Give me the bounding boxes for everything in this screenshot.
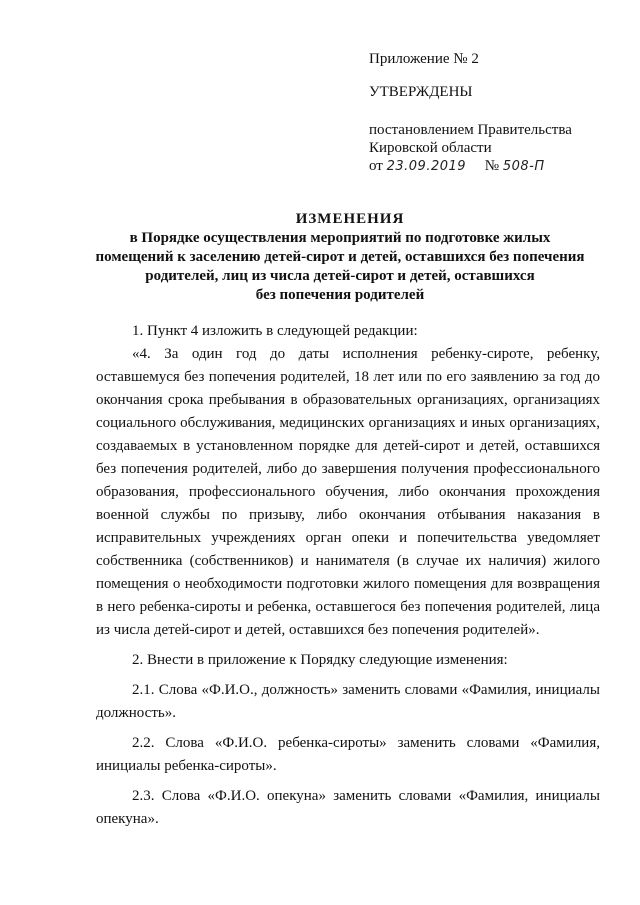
approved-label: УТВЕРЖДЕНЫ [369,84,473,100]
title-line-4: без попечения родителей [255,287,425,303]
title-line-2: помещений к заселению детей-сирот и детей, оставшихся без попечения [95,249,585,265]
paragraph-3: 2. Внести в приложение к Порядку следующие изменения: [132,652,508,668]
paragraph-6: 2.3. Слова «Ф.И.О. опекуна» заменить словами «Фамилия, инициалы опекуна». [96,788,600,827]
resolution-line-2: Кировской области [369,140,492,156]
paragraph-4: 2.1. Слова «Ф.И.О., должность» заменить словами «Фамилия, инициалы должность». [96,682,600,721]
appendix-label: Приложение № 2 [369,51,479,67]
resolution-line-1: постановлением Правительства [369,122,572,138]
document-body [96,320,600,838]
handwritten-date: 23.09.2019 [386,159,467,174]
paragraph-2: «4. За один год до даты исполнения ребенку-сироте, ребенку, оставшемуся без попечения родителей, 18 лет или по его заявлению за год до окончания срока пребывания в образовательных организациях, организациях социального обслуживания, медицинских организациях и иных организациях, создаваемых в установленном порядке для детей-сирот и детей, оставшихся без попечения родителей, либо до завершения получения профессионального образования, профессионального обучения, либо окончания прохождения военной службы по призыву, либо окончания отбывания наказания в исправительных учреждениях орган опеки и попечительства уведомляет собственника (собственников) и нанимателя (в случае их наличия) жилого помещения о необходимости подготовки жилого помещения для возвращения в него ребенка-сироты и ребенка, оставшегося без попечения родителей, лица из числа детей-сирот и детей, оставшихся без попечения родителей». [96,346,600,638]
handwritten-number: 508-П [502,159,545,174]
approval-header [369,50,619,176]
title-line-1: в Порядке осуществления мероприятий по подготовке жилых [129,230,551,246]
resolution-date-number [369,157,619,176]
title-line-3: родителей, лиц из числа детей-сирот и детей, оставшихся [145,268,535,284]
paragraph-1: 1. Пункт 4 изложить в следующей редакции: [132,323,418,339]
date-prefix: от [369,158,383,174]
title-heading: ИЗМЕНЕНИЯ [295,211,405,227]
paragraph-5: 2.2. Слова «Ф.И.О. ребенка-сироты» заменить словами «Фамилия, инициалы ребенка-сироты». [96,735,600,774]
document-title [90,210,590,305]
number-prefix: № [484,158,500,174]
